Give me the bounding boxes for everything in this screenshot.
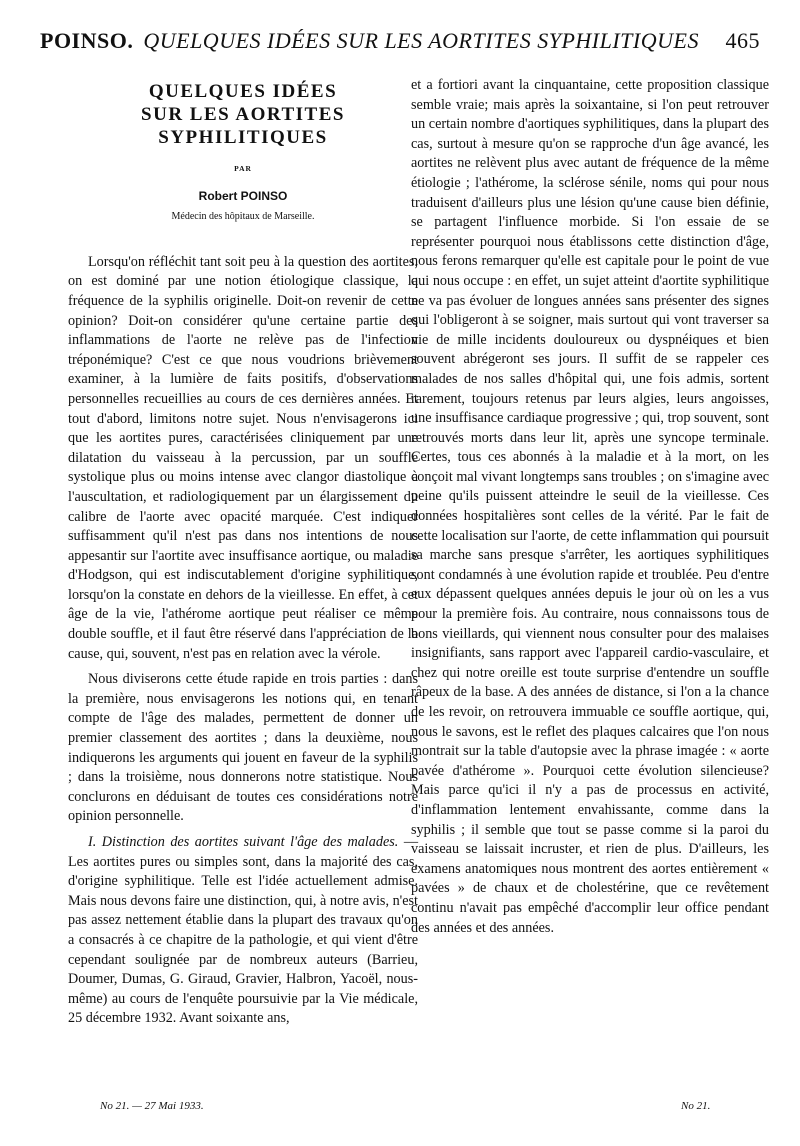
article-title-line-3: SYPHILITIQUES <box>158 127 328 148</box>
header-title: QUELQUES IDÉES SUR LES AORTITES SYPHILITIQUES <box>143 28 699 53</box>
article-author: Robert POINSO <box>198 188 288 203</box>
byline-par: PAR <box>234 164 252 173</box>
left-column <box>68 78 418 1029</box>
paragraph-intro: Lorsqu'on réfléchit tant soit peu à la question des aortites, on est dominé par une notion étiologique classique, la fréquence de la syphilis originelle. Doit-on revenir de cette opinion? Doit-on considérer qu'une certaine partie des inflammations de l'aorte ne relève pas de l'infection tréponémique? C'est ce que nous voudrions brièvement examiner, à la lumière de faits positifs, d'observations personnelles recueillies au cours de ces dernières années. Et tout d'abord, limitons notre sujet. Nous n'envisagerons ici que les aortites pures, caractérisées cliniquement par une dilatation du vaisseau à la percussion, par un souffle systolique plus ou moins intense avec clangor diastolique à l'auscultation, et radiologiquement par un élargissement du calibre de l'aorte avec opacité marquée. C'est indiquer suffisamment qu'il n'est pas dans nos intentions de nous appesantir sur l'aortite avec insuffisance aortique, ou maladie d'Hodgson, qui est indiscutablement d'origine syphilitique, lorsqu'on la constate en dehors de la vieillesse. En effet, à cet âge de la vie, l'athérome aortique peut réaliser ce même double souffle, et il faut être réservé dans l'appréciation de la cause, qui, souvent, n'est pas en relation avec la vérole. <box>68 253 418 662</box>
article-title-line-1: QUELQUES IDÉES <box>148 81 338 102</box>
article-title-line-2: SUR LES AORTITES <box>141 104 345 125</box>
paragraph-plan: Nous diviserons cette étude rapide en trois parties : dans la première, nous envisagerons les notions qui, en tenant compte de l'âge des malades, permettent de donner un premier classement des aortites ; dans la deuxième, nous indiquerons les arguments qui jouent en faveur de la syphilis ; dans la troisième, nous donnerons notre statistique. Nous conclurons en déduisant de toutes ces considérations notre opinion personnelle. <box>68 671 418 825</box>
section-1-text: — Les aortites pures ou simples sont, dans la majorité des cas, d'origine syphilitique. Telle est l'idée actuellement admise. Mais nous devons faire une distinction, qui, à notre avis, n'est pas assez nettement établie dans la plupart des travaux qu'on a consacrés à ce chapitre de la pathologie, et qui vient d'être cependant soulignée par de nombreux auteurs (Barrieu, Doumer, Dumas, G. Giraud, Gravier, Halbron, Yacoël, nous-même) au cours de l'enquête poursuivie par la Vie médicale, 25 décembre 1932. Avant soixante ans, <box>68 834 419 1027</box>
paragraph-continued: et a fortiori avant la cinquantaine, cette proposition classique semble vraie; mais après la soixantaine, si l'on peut retrouver un certain nombre d'aortiques syphilitiques, dans la plupart des cas, surtout à mesure qu'on se rapproche d'un âge avancé, les aortites ne relèvent plus avec autant de fréquence de la même étiologie ; l'athérome, la sclérose sénile, noms qui pour nous traduisent d'ailleurs plus une lésion qu'une cause bien définie, se partagent l'influence morbide. Si l'on essaie de se représenter pourquoi nous établissons cette distinction d'âge, nous ferons remarquer qu'elle est capitale pour le point de vue qui nous occupe : en effet, un sujet atteint d'aortite syphilitique ne va pas évoluer de longues années sans présenter des signes qui l'obligeront à se soigner, mais surtout qui vont traverser sa vie de mille incidents douloureux ou dyspnéiques et bien souvent abrégeront ses jours. Il suffit de se rappeler ces malades de nos salles d'hôpital qui, une fois admis, sortent rarement, toujours retenus par leurs algies, leurs angoisses, une insuffisance cardiaque progressive ; qui, trop souvent, sont retrouvés morts dans leur lit, après une syncope terminale. Certes, tous ces abonnés à la maladie et à la mort, on les conçoit mal vivant longtemps sans troubles ; on s'imagine avec peine qu'ils puissent atteindre le seuil de la vieillesse. Ces données hospitalières sont celles de la vérité. Par le fait de cette localisation sur l'aorte, de cette inflammation qui poursuit sa marche sans presque s'arrêter, les aortiques syphilitiques sont condamnés à une évolution rapide et troublée. Peu d'entre eux dépassent quelques années depuis le jour où on les a vus pour la première fois. Au contraire, nous connaissons tous de bons vieillards, qui viennent nous consulter pour des malaises insignifiants, sans rapport avec l'appareil cardio-vasculaire, et chez qui notre oreille est toute surprise d'entendre un souffle râpeux de la base. A des années de distance, si l'on a la chance de les revoir, on retrouvera immuable ce souffle aortique, qui, nous le savons, est le reflet des plaques calcaires que l'on nous montrait sur la table d'autopsie avec la phrase imagée : « aorte pavée d'athérome ». Pourquoi cette évolution silencieuse? Mais parce qu'ici il n'y a pas de processus en activité, d'inflammation lentement envahissante, comme dans la syphilis ; il semble que tout se passe comme si la paroi du vaisseau se laissait incruster, et rien de plus. D'ailleurs, les examens anatomiques nous montrent des aortes entièrement « pavées » de chaux et de cholestérine, que ce revêtement continu n'avait pas empêché d'accomplir leur office pendant des années et des années. <box>411 77 769 936</box>
footer-issue: No 21. <box>681 1100 711 1112</box>
paragraph-section-1 <box>68 833 418 1029</box>
section-1-heading: I. Distinction des aortites suivant l'âge des malades. <box>88 834 399 850</box>
article-title <box>68 80 418 149</box>
footer-issue-date: No 21. — 27 Mai 1933. <box>100 1100 204 1112</box>
right-column <box>411 76 769 938</box>
page-number: 465 <box>725 28 760 53</box>
header-author: POINSO. <box>40 28 134 53</box>
author-affiliation: Médecin des hôpitaux de Marseille. <box>171 211 315 223</box>
running-header <box>40 28 760 68</box>
